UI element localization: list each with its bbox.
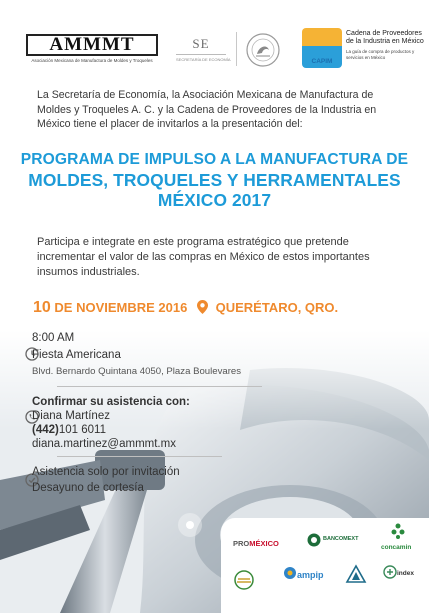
event-time: 8:00 AM bbox=[32, 332, 75, 344]
event-location: QUERÉTARO, QRO. bbox=[215, 300, 339, 315]
header-logos bbox=[0, 24, 429, 84]
program-title bbox=[10, 150, 419, 210]
bancomext-logo: BANCOMEXT bbox=[323, 536, 359, 542]
index-logo: index bbox=[397, 570, 414, 577]
intro-line: Moldes y Troqueles A. C. y la Cadena de Proveedores de la Industria en bbox=[37, 103, 377, 116]
program-title-line: PROGRAMA DE IMPULSO A LA MANUFACTURA DE bbox=[20, 151, 409, 168]
triangle-logo-icon bbox=[345, 564, 367, 584]
se-logo-subtitle: SECRETARÍA DE ECONOMÍA bbox=[176, 54, 226, 62]
logo-divider bbox=[236, 32, 237, 66]
program-title-line: MOLDES, TROQUELES Y HERRAMENTALES bbox=[28, 170, 401, 190]
intro-paragraph bbox=[37, 88, 397, 132]
phone-area-code: (442) bbox=[32, 424, 59, 436]
event-day: 10 bbox=[33, 299, 51, 316]
concamin-logo-mark bbox=[391, 523, 405, 539]
intro-line: México tiene el placer de invitarlos a la presentación del: bbox=[37, 118, 303, 130]
invitation-note: Asistencia solo por invitación bbox=[32, 466, 180, 478]
participation-paragraph bbox=[37, 235, 397, 280]
confirm-label: Confirmar su asistencia con: bbox=[32, 396, 190, 408]
promexico-pro: PRO bbox=[233, 539, 250, 548]
bancomext-logo-mark bbox=[307, 533, 321, 547]
contact-phone bbox=[32, 423, 106, 437]
cluster-logo-icon bbox=[231, 570, 257, 590]
ammmt-logo-subtitle: Asociación Mexicana de Manufactura de Moldes y Troqueles bbox=[31, 58, 153, 63]
se-logo-text: SE bbox=[192, 36, 210, 51]
event-address: Blvd. Bernardo Quintana 4050, Plaza Boulevares bbox=[32, 366, 242, 377]
capim-description bbox=[346, 30, 426, 60]
promexico-mexico: MÉXICO bbox=[249, 539, 279, 548]
participation-line: incrementar el valor de las compras en México de estos importantes bbox=[37, 251, 370, 263]
divider bbox=[57, 386, 262, 387]
concamin-logo: concamin bbox=[381, 544, 412, 551]
participation-line: Participa e integrate en este programa estratégico que pretende bbox=[37, 236, 349, 248]
ammmt-logo-text: AMMMT bbox=[26, 34, 158, 56]
participation-line: insumos industriales. bbox=[37, 266, 140, 278]
mexico-coat-of-arms-seal bbox=[245, 32, 281, 68]
capim-subtitle: La guía de compra de productos y servicios en México bbox=[346, 49, 415, 60]
capim-title: Cadena de Proveedores de la Industria en México bbox=[346, 30, 424, 45]
intro-line: La Secretaría de Economía, la Asociación Mexicana de Manufactura de bbox=[37, 89, 374, 101]
event-venue: Fiesta Americana bbox=[32, 349, 121, 361]
program-title-line: MÉXICO 2017 bbox=[157, 190, 272, 210]
sponsor-logos-panel bbox=[221, 518, 429, 613]
promexico-logo bbox=[233, 539, 279, 548]
location-pin-icon bbox=[197, 300, 208, 314]
ammmt-logo bbox=[26, 34, 158, 63]
contact-name: Diana Martínez bbox=[32, 410, 110, 422]
ampip-logo-mark bbox=[283, 566, 297, 580]
index-logo-mark bbox=[383, 565, 397, 579]
ampip-logo: ampip bbox=[297, 570, 324, 580]
se-logo bbox=[176, 36, 231, 62]
phone-number: 101 6011 bbox=[58, 424, 106, 436]
breakfast-note: Desayuno de cortesía bbox=[32, 482, 144, 494]
divider bbox=[57, 456, 222, 457]
contact-email[interactable]: diana.martinez@ammmt.mx bbox=[32, 438, 176, 450]
capim-logo-text: CAPIM bbox=[311, 58, 333, 65]
event-month-year: DE NOVIEMBRE 2016 bbox=[50, 300, 188, 315]
event-date-location bbox=[33, 299, 413, 317]
